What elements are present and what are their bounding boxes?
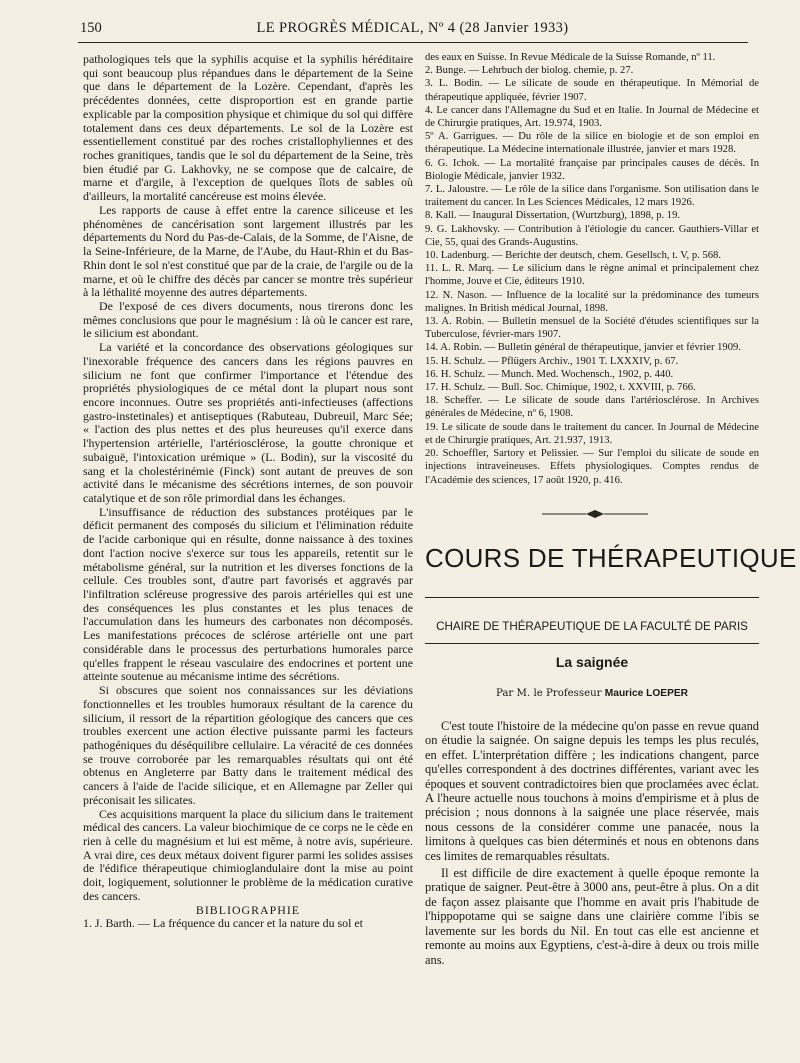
- bibliography-entry: 15. H. Schulz. — Pflügers Archiv., 1901 T. LXXXIV, p. 67.: [425, 355, 679, 367]
- bibliography-entry: 16. H. Schulz. — Munch. Med. Wochensch., 1902, p. 440.: [425, 368, 674, 380]
- paragraph: Ces acquisitions marquent la place du silicium dans le traitement médical des cancers. La valeur biochimique de ce corps ne le cède en rien à celle du magnésium et lui est même, à notre avis, supérieure. A vrai dire, ces deux métaux doivent figurer parmi les solides assises de l'édifice thérapeutique chimioglandulaire dont la mise au point doit, logiquement, solutionner le problème de la médication curative des cancers.: [83, 806, 413, 903]
- bibliography-entry: 19. Le silicate de soude dans le traitement du cancer. In Journal de Médecine et de Chirurgie pratiques, Art. 21.937, 1913.: [425, 421, 759, 446]
- author-line: [425, 688, 759, 699]
- bibliography-entry: 9. G. Lakhovsky. — Contribution à l'étiologie du cancer. Gauthiers-Villar et Cie, 55, quai des Grands-Augustins.: [425, 223, 759, 248]
- article-body: [425, 719, 759, 967]
- bibliography-entry: 20. Schoeffler, Sartory et Pelissier. — Sur l'emploi du silicate de soude en injections intraveineuses. Effets physiologiques. Comptes rendus de l'Académie des sciences, 17 août 1920, p. 416.: [425, 448, 759, 486]
- paragraph: De l'exposé de ces divers documents, nous tirerons donc les mêmes conclusions que pour le magnésium : là où le cancer est rare, le silicium est abondant.: [83, 298, 413, 341]
- bibliography-entry: des eaux en Suisse. In Revue Médicale de la Suisse Romande, nº 11.: [425, 52, 716, 63]
- chaire-heading: CHAIRE DE THÉRAPEUTIQUE DE LA FACULTÉ DE PARIS: [436, 620, 748, 633]
- bibliography-entry: 6. G. Ichok. — La mortalité française par principales causes de décès. In Biologie Médicale, janvier 1932.: [425, 157, 759, 182]
- bibliography-entry: 14. A. Robin. — Bulletin général de thérapeutique, janvier et février 1909.: [425, 342, 741, 354]
- journal-title: LE PROGRÈS MÉDICAL, Nº 4 (28 Janvier 1933): [256, 20, 569, 36]
- page-number: 150: [80, 20, 102, 36]
- bibliography-entry: 4. Le cancer dans l'Allemagne du Sud et en Italie. In Journal de Médecine et de Chirurgie pratiques, Art. 19.974, 1903.: [425, 104, 759, 130]
- paragraph: Les rapports de cause à effet entre la carence siliceuse et les phénomènes de cancérisation sont largement illustrés par les départements du Nord du Pas-de-Calais, de la Somme, de l'Aisne, de la Seine-Inférieure, de la Marne, de l'Aube, du Haut-Rhin et du Bas-Rhin dont le sol n'est constitué que par de la craie, de l'argile ou de la marne, et où le chiffre des décès par cancer se montre très supérieur à la léthalité moyenne des autres départements.: [83, 202, 413, 300]
- paragraph: L'insuffisance de réduction des substances protéiques par le déficit permanent des composés du silicium et l'élimination réduite de l'acide carbonique qui en résulte, donne naissance à des toxines dont l'action nocive s'exerce sur tous les appareils, retentit sur le métabolisme général, sur la nutrition et les diverses fonctions de la cellule. Ces troubles sont, d'autre part favorisés et aggravés par l'infiltration scléreuse progressive des parois artérielles qui est une des conséquences les plus constantes et les plus tenaces de l'accumulation dans les humeurs des carbonates non décomposés. Les manifestations précoces de sclérose artérielle ont une part considérable dans le processus des perturbations humorales parce qu'elles frappent le réseau vasculaire des endocrines et portent une atteinte soutenue au mécanisme intime des sécrétions.: [83, 504, 413, 684]
- bibliography-entry: 8. Kall. — Inaugural Dissertation, (Wurtzburg), 1898, p. 19.: [425, 210, 681, 222]
- bibliography-entry: 12. N. Nason. — Influence de la localité sur la prédominance des tumeurs malignes. In British médical Journal, 1898.: [425, 289, 759, 314]
- left-column: [83, 53, 413, 931]
- bibliography-entry: 3. L. Bodin. — Le silicate de soude en thérapeutique. In Mémorial de thérapeutique appliquée, février 1907.: [425, 78, 759, 103]
- page-header: [80, 14, 745, 36]
- bibliography-entry: 17. H. Schulz. — Bull. Soc. Chimique, 1902, t. XXVIII, p. 766.: [425, 382, 696, 394]
- header-rule: [78, 42, 748, 43]
- bibliography-entry: 13. A. Robin. — Bulletin mensuel de la Société d'études scientifiques sur la Tuberculose, février-mars 1907.: [425, 316, 759, 341]
- bibliography-entry: 2. Bunge. — Lehrbuch der biolog. chemie, p. 27.: [425, 65, 634, 77]
- section-title: COURS DE THÉRAPEUTIQUE: [425, 543, 797, 573]
- bibliography-entry: 7. L. Jaloustre. — Le rôle de la silice dans l'organisme. Son utilisation dans le traitement du cancer. In Les Sciences Médicales, 12 mars 1926.: [425, 184, 759, 209]
- paragraph: La variété et la concordance des observations géologiques sur l'inexorable fréquence des cancers dans les régions pauvres en silicium ne font que confirmer l'importance et l'étendue des propriétés physiologiques de ce métal dont la plupart nous sont encore inconnues. Outre ses propriétés anti-infectieuses (affections gastro-instetinales) et antiseptiques (Rabuteau, Dubreuil, Marc Sée; « l'action des plus nettes et des plus heureuses qu'il exerce dans l'hypertension artérielle, l'artériosclérose, la goutte chronique et subaiguë, l'intoxication urémique » (L. Bodin), sur la viscosité du sang et la cholestérinémie (Finck) sont autant de preuves de son activité dans le mécanisme des sécrétions internes, de son pouvoir catalytique et de son rôle primordial dans les échanges.: [83, 340, 413, 505]
- bibliography-heading: BIBLIOGRAPHIE: [195, 902, 301, 917]
- paragraph: Il est difficile de dire exactement à quelle époque remonte la pratique de saigner. Peut-être à 3000 ans, peut-être à plus. On a dit de façon assez plaisante que l'homme en avait pris l'habitude de l'hippopotame qui se saigne dans une clairière comme l'ibis se lavemente sur les bords du Nil. En tout cas elle est ancienne et remonte au moins aux Egyptiens, c'est-à-dire à deux ou trois mille ans.: [425, 866, 759, 967]
- paragraph: pathologiques tels que la syphilis acquise et la syphilis héréditaire qui sont beaucoup plus répandues dans le département de la Seine que dans le département de la Lozère. Cependant, d'après les précédentes données, cette disproportion est en grande partie explicable par la composition physique et chimique du sol qui diffère totalement dans ces deux départements. Le sol de la Lozère est essentiellement constitué par des roches cristallophyliennes et des roches granitiques, tandis que le sol du département de la Seine, très bien étudié par G. Lakhovky, ne se compose que de calcaire, de marne et d'argile, à l'exception de quelques îlots de sables où d'ailleurs, la mortalité cancéreuse est moins élevée.: [83, 52, 413, 204]
- bibliography-entry: 5º A. Garrigues. — Du rôle de la silice en biologie et de son emploi en thérapeutique. La Médecine internationale illustrée, janvier et mars 1928.: [425, 131, 759, 156]
- section-rule-top: [425, 597, 759, 598]
- paragraph: C'est toute l'histoire de la médecine qu'on passe en revue quand on étudie la saignée. On saigne depuis les temps les plus reculés, en effet. L'interprétation diffère ; les indications changent, parce qu'elles correspondent à des doctrines différentes, variant avec les époques et souvent contradictoires bien que proclamées avec éclat. A l'heure actuelle nous touchons à moins d'empirisme et à plus de précision ; nous donnons à la saignée une place réservée, mais nous cessons de la considérer comme une panacée, nous la limitons à quelques cas bien déterminés et nous en obtenons dans ces limites de remarquables résultats.: [425, 719, 759, 863]
- article-title: La saignée: [555, 654, 629, 670]
- section-ornament: [540, 509, 650, 519]
- bibliography-entry: 11. L. R. Marq. — Le silicium dans le règne animal et principalement chez l'homme, Jouve et Cie, éditeurs 1910.: [425, 263, 759, 288]
- right-column-references: [425, 51, 759, 487]
- paragraph: Si obscures que soient nos connaissances sur les déviations fonctionnelles et les troubles humoraux résultant de la carence du silicium, il ressort de la répartition géologique des cancers que ces troubles exercent une action élective puissante parmi les facteurs pathogéniques du déséquilibre cellulaire. La véracité de ces données se trouve corroborée par les remarquables résultats qui ont été obtenus en Angleterre par Batty dans le traitement médical des cancers à l'aide de l'acide silicique, et en Allemagne par Zeller qui préconisait les silicates.: [83, 683, 413, 807]
- bibliography-entry: 18. Scheffer. — Le silicate de soude dans l'artériosclérose. In Archives générales de Médecine, nº 6, 1908.: [425, 395, 759, 420]
- section-rule-bottom: [425, 643, 759, 644]
- bibliography-entry: 10. Ladenburg. — Berichte der deutsch, chem. Gesellsch, t. V, p. 568.: [425, 250, 721, 262]
- bibliography-entry: 1. J. Barth. — La fréquence du cancer et la nature du sol et: [83, 916, 363, 931]
- author-name: Maurice LOEPER: [604, 688, 689, 699]
- author-prefix: Par M. le Professeur: [495, 688, 602, 699]
